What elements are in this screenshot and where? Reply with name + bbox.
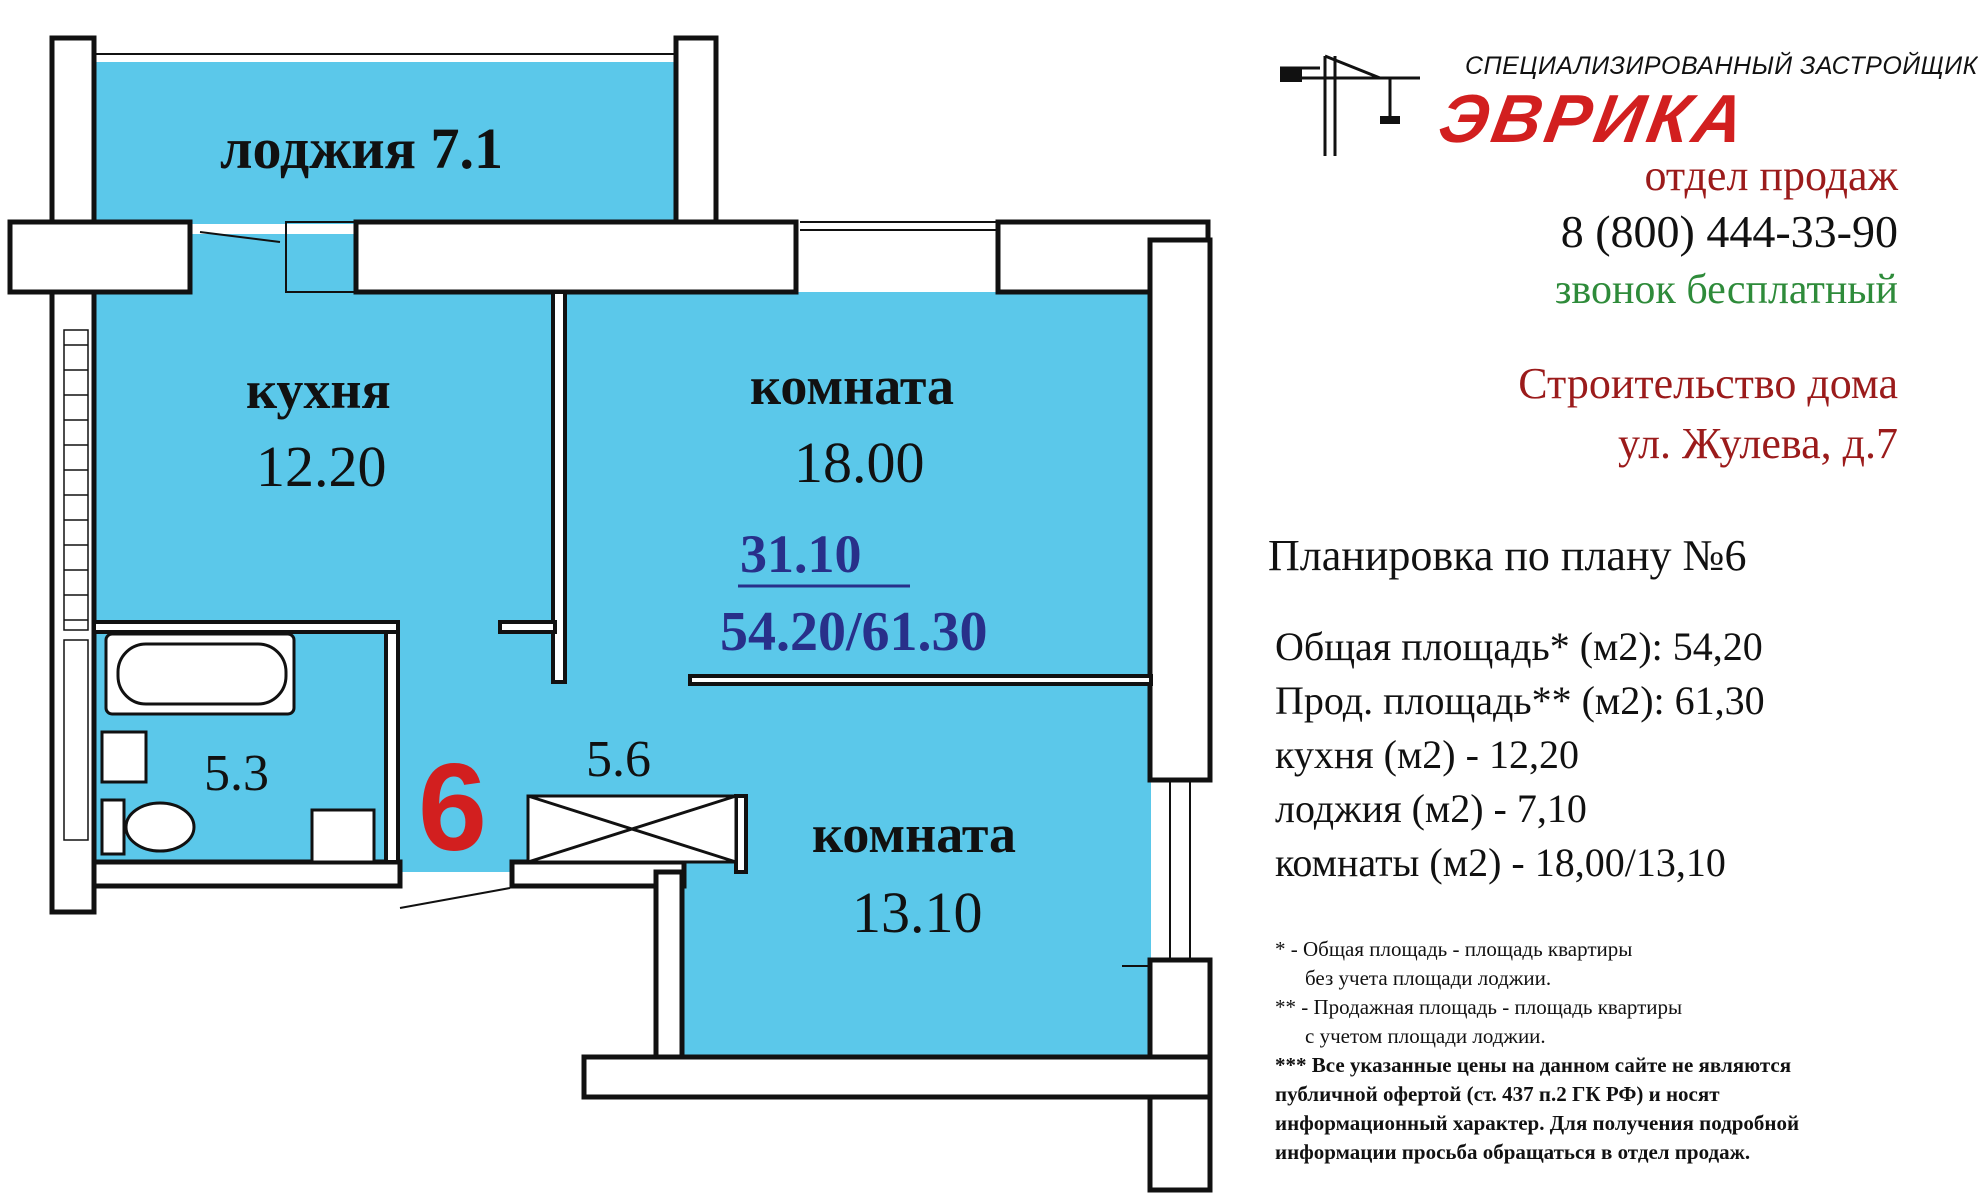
spec-loggia: лоджия (м2) - 7,10 xyxy=(1275,786,1587,831)
construction-line1: Строительство дома xyxy=(1518,359,1898,408)
footnote-2: ** - Продажная площадь - площадь квартиры xyxy=(1275,995,1683,1019)
footnote-1-cont: без учета площади лоджии. xyxy=(1305,966,1552,990)
footnote-3-line4: информации просьба обращаться в отдел продаж. xyxy=(1275,1140,1751,1164)
spec-kitchen: кухня (м2) - 12,20 xyxy=(1275,732,1579,777)
wall-bath-top xyxy=(94,622,398,632)
wall-top-interior xyxy=(356,222,796,292)
wall-bath-right xyxy=(386,632,398,862)
footnote-3: *** Все указанные цены на данном сайте не являются xyxy=(1275,1053,1792,1077)
toilet-bowl-icon xyxy=(126,803,194,851)
entry-door-swing xyxy=(400,888,510,908)
plan-marker: 6 xyxy=(418,739,487,877)
plan-title: Планировка по плану №6 xyxy=(1268,531,1747,580)
sink-icon xyxy=(102,732,146,782)
loggia-label: лоджия 7.1 xyxy=(220,116,504,181)
footnote-2-cont: с учетом площади лоджии. xyxy=(1305,1024,1546,1048)
wall-right-outer xyxy=(1150,240,1210,780)
room2-area: 13.10 xyxy=(852,880,983,945)
room2-fill xyxy=(680,680,1151,1055)
room2-label: комната xyxy=(812,804,1017,864)
wall-bottom-left xyxy=(94,862,400,886)
sales-department: отдел продаж xyxy=(1644,151,1898,200)
living-area: 31.10 xyxy=(740,524,862,584)
room1-label: комната xyxy=(750,356,955,416)
room1-area: 18.00 xyxy=(794,430,925,495)
specs-list xyxy=(1275,620,1765,890)
developer-subtitle: СПЕЦИАЛИЗИРОВАННЫЙ ЗАСТРОЙЩИК xyxy=(1465,52,1978,80)
shower-tray-icon xyxy=(312,810,374,862)
toilet-tank-icon xyxy=(102,800,124,854)
wall-hall-right xyxy=(656,872,682,1057)
footnote-3-line2: публичной офертой (ст. 437 п.2 ГК РФ) и носят xyxy=(1275,1082,1720,1106)
wall-hall-stub xyxy=(500,622,555,632)
footnotes xyxy=(1275,935,1915,1167)
spec-total-area: Общая площадь* (м2): 54,20 xyxy=(1275,624,1763,669)
wall-room1-room2 xyxy=(690,676,1151,684)
footnote-1: * - Общая площадь - площадь квартиры xyxy=(1275,937,1633,961)
wall-bottom-room2 xyxy=(584,1057,1210,1097)
bathtub-inner xyxy=(118,644,286,704)
call-free-note: звонок бесплатный xyxy=(1554,267,1898,313)
kitchen-label: кухня xyxy=(246,360,391,420)
phone-number[interactable]: 8 (800) 444-33-90 xyxy=(1560,206,1898,257)
total-area: 54.20/61.30 xyxy=(720,601,988,663)
bathroom-area: 5.3 xyxy=(204,745,269,802)
crane-icon xyxy=(1280,48,1420,158)
construction-address: ул. Жулева, д.7 xyxy=(1618,419,1898,468)
spec-rooms: комнаты (м2) - 18,00/13,10 xyxy=(1275,840,1726,885)
spec-sale-area: Прод. площадь** (м2): 61,30 xyxy=(1275,678,1765,723)
hall-area: 5.6 xyxy=(586,731,651,788)
footnote-3-line3: информационный характер. Для получения подробной xyxy=(1275,1111,1800,1135)
developer-name: ЭВРИКА xyxy=(1433,81,1754,157)
wall-loggia-right xyxy=(676,38,716,238)
room-fills xyxy=(95,62,1151,1055)
kitchen-area: 12.20 xyxy=(256,434,387,499)
wall-left-block xyxy=(10,222,190,292)
